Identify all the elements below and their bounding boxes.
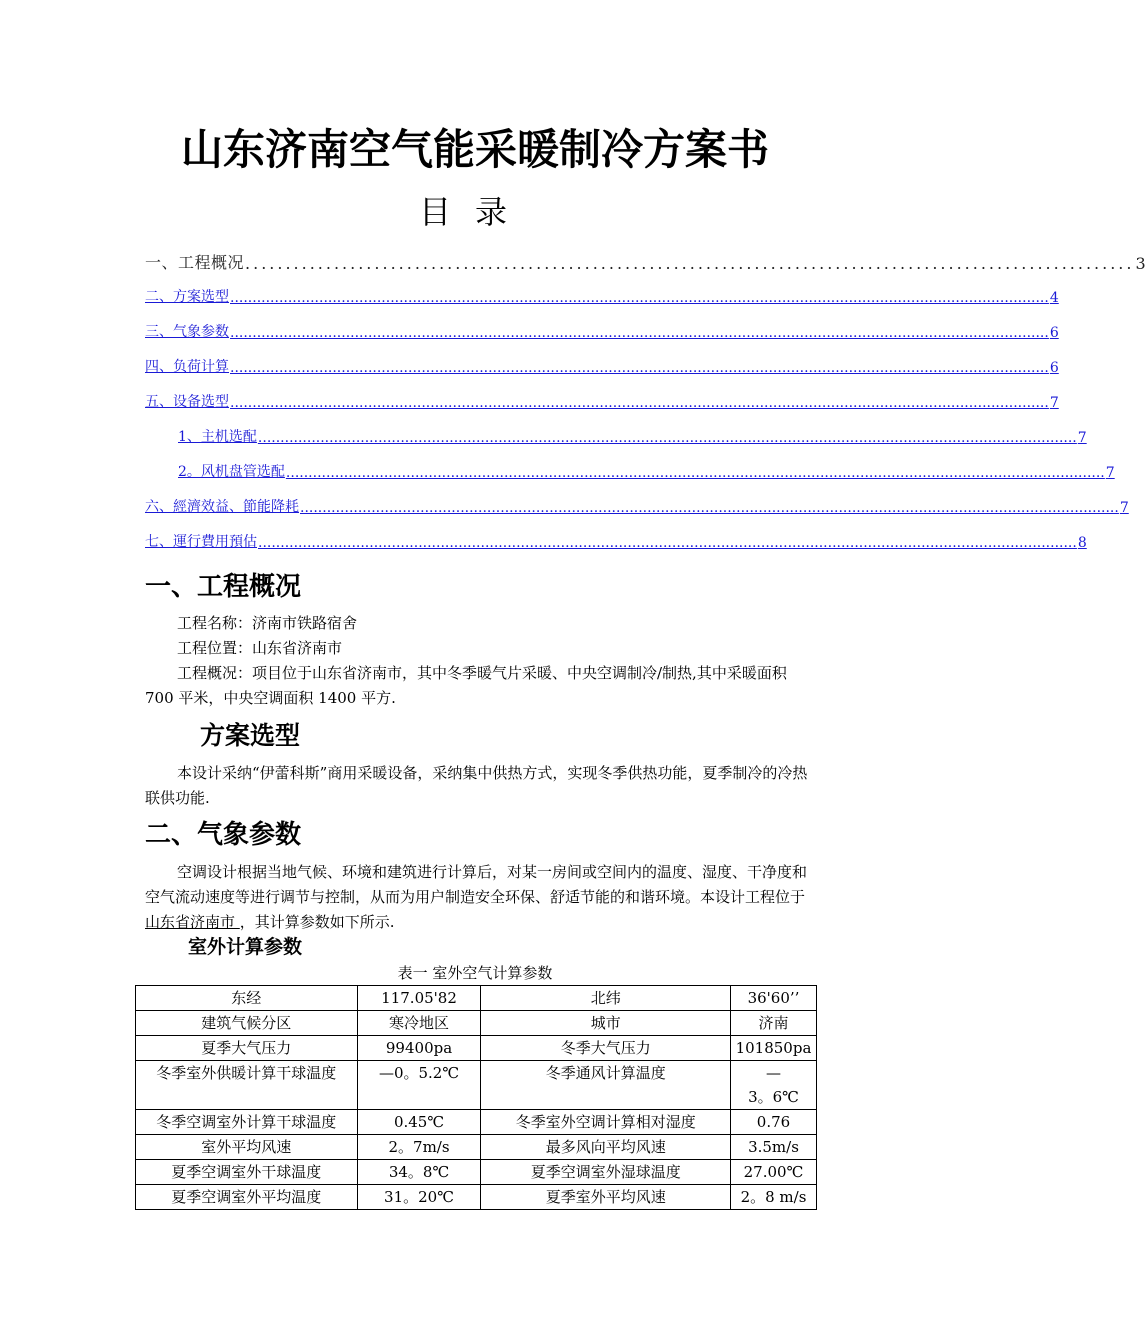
project-summary: 工程概况：项目位于山东省济南市，其中冬季暖气片采暖、中央空调制冷/制热,其中采暖面积 700 平米，中央空调面积 1400 平方. [145,664,787,707]
table-row: 东经 117.05'82 北纬 36'60’’ [136,986,817,1011]
toc-entry[interactable]: 2。风机盘管选配 ........................................................................................................................................................................................ 7 [178,464,1115,481]
section-heading: 方案选型 [200,721,301,750]
toc-entry[interactable]: 五、设备选型 ........................................................................................................................................................................................ 7 [145,394,1059,411]
section-heading: 一、工程概况 [145,572,302,602]
project-overview [145,611,810,711]
table-row: 夏季空调室外平均温度 31。20℃ 夏季室外平均风速 2。8 m/s [136,1185,817,1210]
climate-text: 空调设计根据当地气候、环境和建筑进行计算后，对某一房间或空间内的温度、湿度、干净度和空气流动速度等进行调节与控制，从而为用户制造安全环保、舒适节能的和谐环境。本设计工程位于 山东省济南市 ，其计算参数如下所示. [145,863,808,931]
table-row: 夏季大气压力 99400pa 冬季大气压力 101850pa [136,1036,817,1061]
outdoor-parameters-table [135,985,817,1210]
table-row: 室外平均风速 2。7m/s 最多风向平均风速 3.5m/s [136,1135,817,1160]
toc-entry[interactable]: 二、方案选型 ........................................................................................................................................................................................ 4 [145,289,1059,306]
table-row: 夏季空调室外干球温度 34。8℃ 夏季空调室外湿球温度 27.00℃ [136,1160,817,1185]
table-row: 冬季室外供暖计算干球温度 —0。5.2℃ 冬季通风计算温度 — 3。6℃ [136,1061,817,1110]
table-row: 冬季空调室外计算干球温度 0.45℃ 冬季室外空调计算相对湿度 0.76 [136,1110,817,1135]
toc-entry[interactable]: 一、工程概况 .............................................................................................................. 3 [145,253,1146,273]
toc-entry[interactable]: 六、經濟效益、節能降耗 ........................................................................................................................................................................................ 7 [145,499,1129,516]
table-row: 建筑气候分区 寒冷地区 城市 济南 [136,1011,817,1036]
toc-entry[interactable]: 七、運行費用預估 ........................................................................................................................................................................................ 8 [145,534,1087,551]
toc-entry[interactable]: 四、负荷计算 ........................................................................................................................................................................................ 6 [145,359,1059,376]
toc-entry[interactable]: 三、气象参数 ........................................................................................................................................................................................ 6 [145,324,1059,341]
subheading: 室外计算参数 [188,936,303,958]
location-link: 山东省济南市 [145,913,240,931]
scheme-text: 本设计采纳“伊蕾科斯”商用采暖设备，采纳集中供热方式，实现冬季供热功能，夏季制冷的冷热联供功能. [145,764,808,807]
toc-heading: 目录 [418,193,531,231]
section-heading: 二、气象参数 [145,820,302,850]
toc-entry[interactable]: 1、主机选配 ........................................................................................................................................................................................ 7 [178,429,1087,446]
project-name: 工程名称：济南市铁路宿舍 [177,614,358,632]
table-caption: 表一 室外空气计算参数 [397,964,553,982]
project-location: 工程位置：山东省济南市 [177,639,343,657]
document-title: 山东济南空气能采暖制冷方案书 [180,125,769,174]
